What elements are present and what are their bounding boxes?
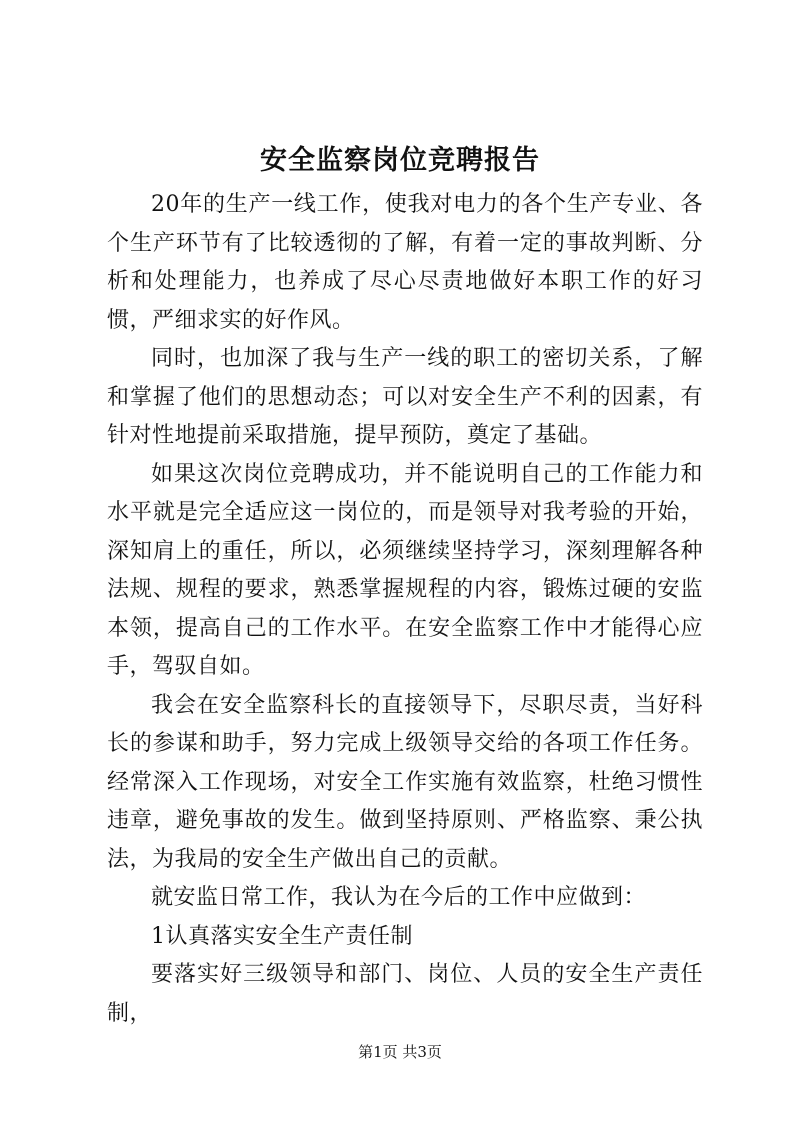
paragraph-5: 就安监日常工作，我认为在今后的工作中应做到： (151, 885, 647, 910)
paragraph-3: 如果这次岗位竞聘成功，并不能说明自己的工作能力和水平就是完全适应这一岗位的，而是领导对我考验的开始，深知肩上的重任，所以，必须继续坚持学习，深刻理解各种法规、规程的要求，熟悉掌握规程的内容，锻炼过硬的安监本领，提高自己的工作水平。在安全监察工作中才能得心应手，驾驭自如。 (107, 461, 703, 679)
document-title: 安全监察岗位竞聘报告 (260, 145, 540, 176)
section-heading-1: 1认真落实安全生产责任制 (151, 923, 413, 949)
paragraph-6: 要落实好三级领导和部门、岗位、人员的安全生产责任制， (107, 962, 703, 1026)
paragraph-2: 同时，也加深了我与生产一线的职工的密切关系，了解和掌握了他们的思想动态；可以对安全生产不利的因素，有针对性地提前采取措施，提早预防，奠定了基础。 (107, 346, 703, 448)
paragraph-1: 20年的生产一线工作，使我对电力的各个生产专业、各个生产环节有了比较透彻的了解，有着一定的事故判断、分析和处理能力，也养成了尽心尽责地做好本职工作的好习惯，严细求实的好作风。 (107, 192, 703, 333)
paragraph-4: 我会在安全监察科长的直接领导下，尽职尽责，当好科长的参谋和助手，努力完成上级领导交给的各项工作任务。经常深入工作现场，对安全工作实施有效监察，杜绝习惯性违章，避免事故的发生。做到坚持原则、严格监察、秉公执法，为我局的安全生产做出自己的贡献。 (107, 692, 703, 872)
document-body (107, 186, 703, 1033)
page-number-footer: 第1页 共3页 (358, 1043, 442, 1061)
